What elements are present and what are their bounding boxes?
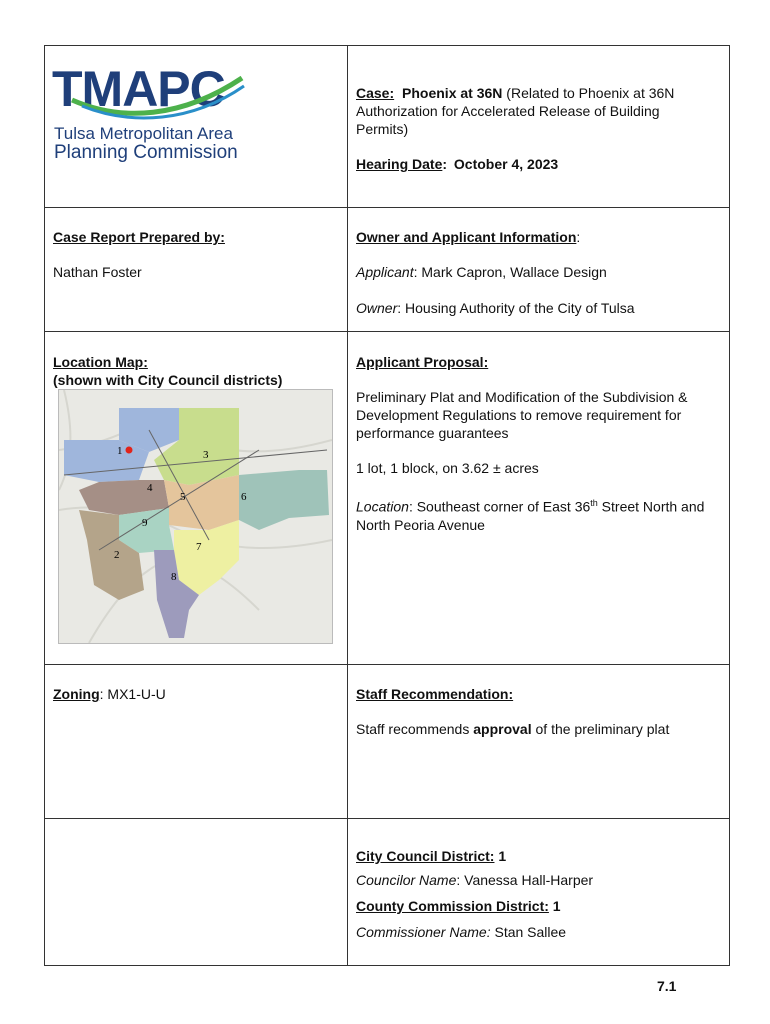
proposal-cell <box>356 353 711 534</box>
case-name: Phoenix at 36N <box>402 85 503 101</box>
county-value: 1 <box>548 898 561 914</box>
location-map-heading <box>53 353 303 389</box>
case-related: (Related to Phoenix at 36N Authorization for Accelerated Release of Building Permits) <box>356 85 675 137</box>
owner-label: Owner <box>356 300 398 316</box>
hearing-date: October 4, 2023 <box>453 156 559 172</box>
commissioner-value: Stan Sallee <box>490 924 567 940</box>
prepared-name: Nathan Foster <box>53 264 142 280</box>
location-map-label: Location Map: <box>53 354 148 370</box>
proposal-label: Applicant Proposal: <box>356 354 489 370</box>
council-district-map <box>59 390 332 643</box>
district-label: 6 <box>241 491 247 503</box>
row-divider <box>44 818 730 819</box>
councilor-value: : Vanessa Hall-Harper <box>456 872 594 888</box>
case-cell <box>356 84 711 173</box>
staff-text-bold: approval <box>473 721 532 737</box>
district-label: 3 <box>203 449 209 461</box>
district-4-area <box>79 480 169 515</box>
logo-line1: Tulsa Metropolitan Area <box>54 124 233 143</box>
staff-text-b: of the preliminary plat <box>531 721 670 737</box>
district-label: 5 <box>180 491 186 503</box>
commissioner-label: Commissioner Name: <box>356 924 491 940</box>
proposal-lots: 1 lot, 1 block, on 3.62 ± acres <box>356 460 539 476</box>
owner-section-colon: : <box>576 229 581 245</box>
district-label: 9 <box>142 517 148 529</box>
proposal-description: Preliminary Plat and Modification of the Subdivision & Development Regulations to remove requirement for performance guarantees <box>356 389 688 441</box>
district-label: 4 <box>147 482 153 494</box>
district-label: 1 <box>117 445 123 457</box>
column-divider <box>347 45 348 966</box>
district-label: 8 <box>171 571 177 583</box>
logo-line2: Planning Commission <box>54 142 238 163</box>
location-label: Location <box>356 498 409 515</box>
council-label: City Council District: <box>356 848 495 864</box>
owner-section-label: Owner and Applicant Information <box>356 229 577 245</box>
staff-label: Staff Recommendation: <box>356 686 514 702</box>
district-6-area <box>239 470 329 530</box>
county-label: County Commission District: <box>356 898 549 914</box>
site-marker <box>126 447 133 454</box>
owner-cell <box>356 228 711 317</box>
location-map-sublabel: (shown with City Council districts) <box>53 372 283 388</box>
page-number: 7.1 <box>657 978 677 994</box>
tmapc-logo <box>52 60 252 164</box>
prepared-cell <box>53 228 293 281</box>
tmapc-logo-mark <box>52 60 252 120</box>
case-label: Case: <box>356 85 395 101</box>
location-sup: th <box>590 498 598 508</box>
location-value-b: Street North and North Peoria Avenue <box>356 498 705 533</box>
district-label: 7 <box>196 541 202 553</box>
council-cell <box>356 847 711 941</box>
hearing-colon: : <box>442 156 448 172</box>
row-divider <box>44 207 730 208</box>
district-label: 2 <box>114 549 120 561</box>
location-map <box>58 389 333 644</box>
hearing-label: Hearing Date <box>356 156 443 172</box>
council-value: 1 <box>494 848 507 864</box>
applicant-label: Applicant <box>356 264 414 280</box>
row-divider <box>44 664 730 665</box>
owner-value: : Housing Authority of the City of Tulsa <box>397 300 635 316</box>
svg-text:TMAPC: TMAPC <box>52 61 225 117</box>
row-divider <box>44 331 730 332</box>
prepared-label: Case Report Prepared by: <box>53 229 225 245</box>
location-value-a: : Southeast corner of East 36 <box>408 498 591 515</box>
staff-cell <box>356 685 711 738</box>
staff-text-a: Staff recommends <box>356 721 474 737</box>
zoning-label: Zoning <box>53 686 100 702</box>
zoning-cell <box>53 685 293 703</box>
councilor-label: Councilor Name <box>356 872 457 888</box>
applicant-value: : Mark Capron, Wallace Design <box>413 264 607 280</box>
zoning-value: : MX1-U-U <box>99 686 166 702</box>
